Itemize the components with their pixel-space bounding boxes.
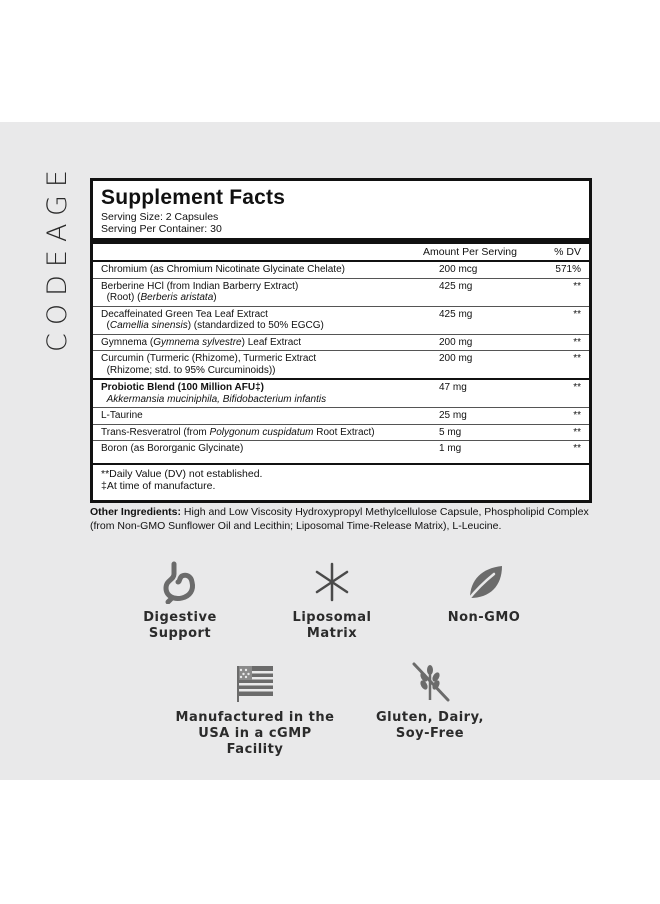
serving-size: Serving Size: 2 Capsules: [101, 211, 219, 223]
badge-non-gmo: Non-GMO: [424, 560, 544, 626]
table-row: Boron (as Bororganic Glycinate) 1 mg **: [93, 441, 589, 465]
table-row: L-Taurine 25 mg **: [93, 408, 589, 425]
badge-liposomal: Liposomal Matrix: [272, 560, 392, 642]
table-row: Berberine HCl (from Indian Barberry Extract) (Root) (Berberis aristata) 425 mg **: [93, 279, 589, 307]
servings-per-container: Serving Per Container: 30: [101, 223, 222, 235]
table-row: Probiotic Blend (100 Million AFU‡) Akkermansia muciniphila, Bifidobacterium infantis 47 mg **: [93, 380, 589, 408]
footnote-dv: **Daily Value (DV) not established.: [101, 467, 263, 480]
badge-allergen-free: Gluten, Dairy, Soy-Free: [370, 660, 490, 742]
other-ingredients: [90, 505, 600, 533]
badge-digestive: Digestive Support: [120, 560, 240, 642]
facts-title: Supplement Facts: [101, 186, 286, 209]
col-amount: Amount Per Serving: [423, 246, 517, 258]
table-header: [93, 244, 589, 262]
table-row: Decaffeinated Green Tea Leaf Extract (Camellia sinensis) (standardized to 50% EGCG) 425 mg **: [93, 307, 589, 335]
other-ingredients-text: High and Low Viscosity Hydroxypropyl Methylcellulose Capsule, Phospholipid Complex (from Non-GMO Sunflower Oil and Lecithin; Liposomal Time-Release Matrix), L-Leucine.: [90, 506, 589, 532]
asterisk-icon: [310, 560, 354, 604]
flag-icon: [233, 660, 277, 704]
table-row: Chromium (as Chromium Nicotinate Glycinate Chelate) 200 mcg 571%: [93, 262, 589, 279]
table-row: Curcumin (Turmeric (Rhizome), Turmeric Extract (Rhizome; std. to 95% Curcuminoids)) 200 mg **: [93, 351, 589, 380]
badge-usa: Manufactured in the USA in a cGMP Facility: [170, 660, 340, 758]
no-wheat-icon: [408, 660, 452, 704]
brand-logo: CODEAGE: [42, 162, 73, 352]
stomach-icon: [158, 560, 202, 604]
table-row: Trans-Resveratrol (from Polygonum cuspidatum Root Extract) 5 mg **: [93, 425, 589, 442]
leaf-icon: [462, 560, 506, 604]
footnotes: [101, 465, 581, 492]
col-dv: % DV: [554, 246, 581, 258]
table-row: Gymnema (Gymnema sylvestre) Leaf Extract 200 mg **: [93, 335, 589, 352]
other-ingredients-label: Other Ingredients:: [90, 506, 182, 518]
supplement-facts-panel: [90, 178, 592, 503]
footnote-afu: ‡At time of manufacture.: [101, 479, 216, 492]
